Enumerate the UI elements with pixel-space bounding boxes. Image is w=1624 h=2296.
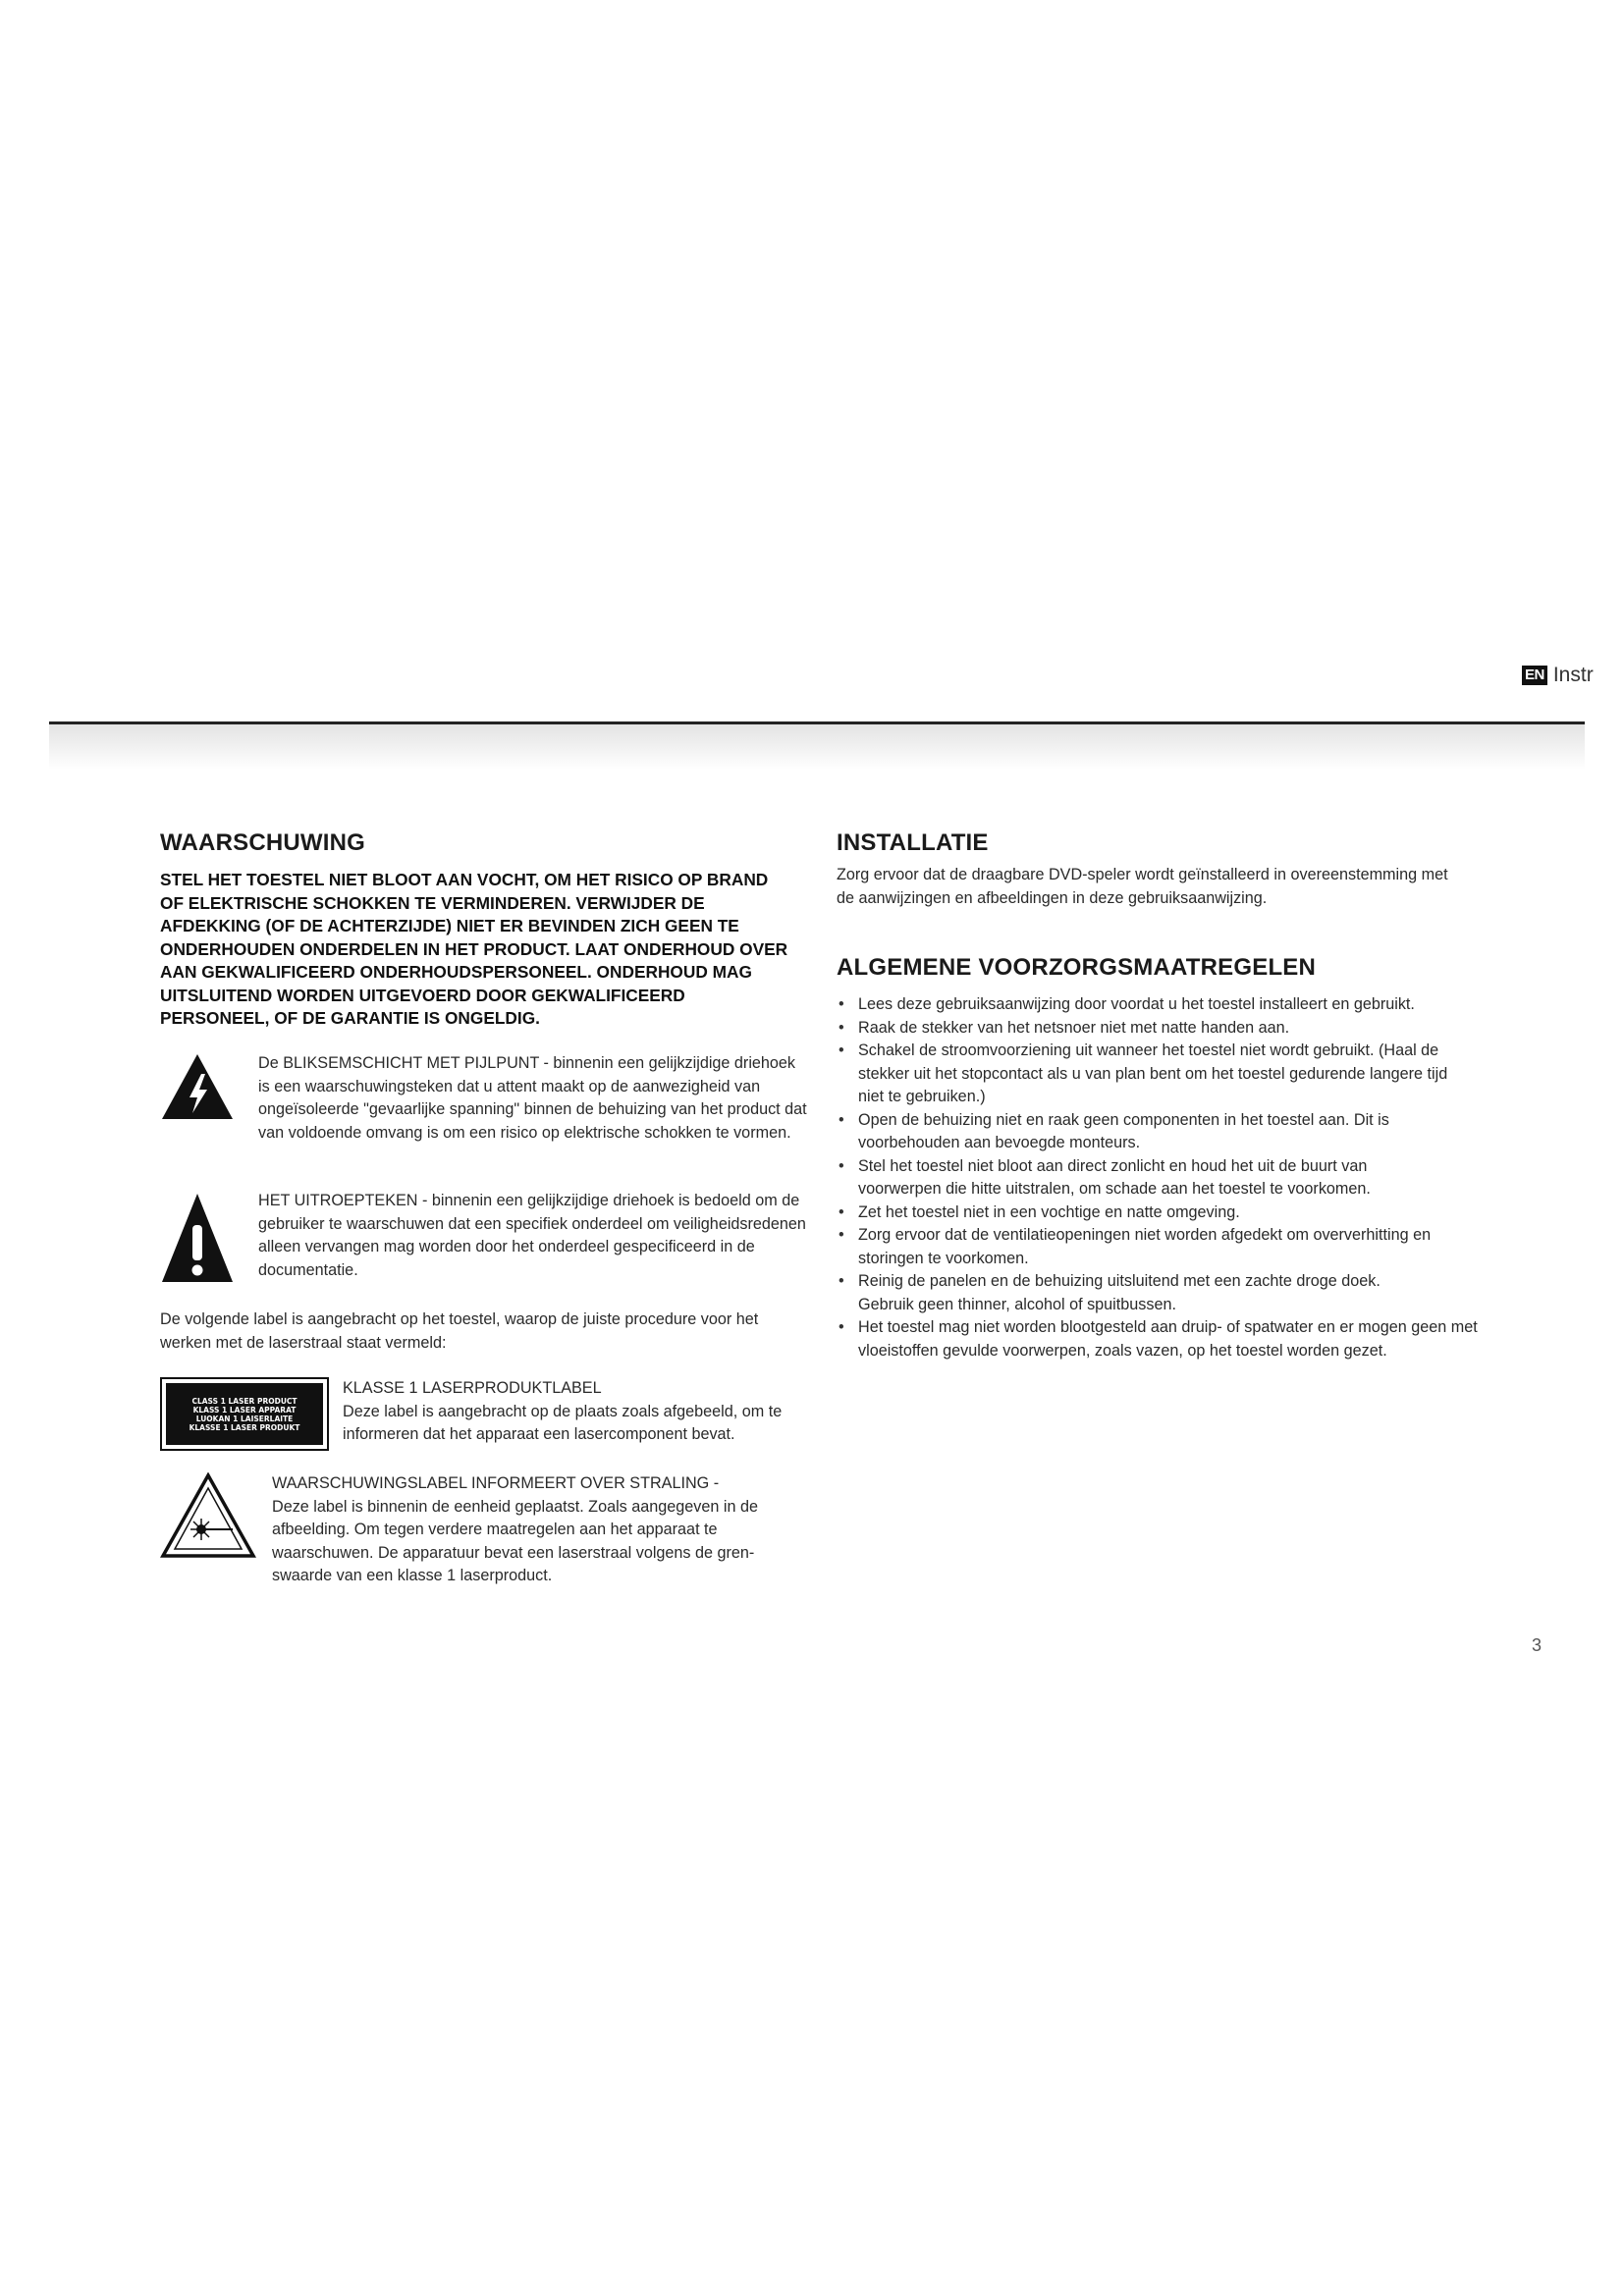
header-label: Instr xyxy=(1552,664,1594,686)
list-item: • Raak de stekker van het netsnoer niet met natte handen aan. xyxy=(837,1017,1494,1041)
list-item: • Open de behuizing niet en raak geen componenten in het toestel aan. Dit is voorbehouden aan bevoegde monteurs. xyxy=(837,1109,1494,1155)
radiation-description xyxy=(272,1472,808,1588)
lightning-warning-icon xyxy=(160,1052,235,1121)
list-item: • Schakel de stroomvoorziening uit wanneer het toestel niet wordt gebruikt. (Haal de stekker uit het stopcontact als u van plan bent om het toestel gedurende langere tijd niet te gebruiken.) xyxy=(837,1040,1494,1109)
warning-bold-text: STEL HET TOESTEL NIET BLOOT AAN VOCHT, OM HET RISICO OP BRAND OF ELEKTRISCHE SCHOKKEN TE VERMINDEREN. VERWIJDER DE AFDEKKING (OF DE ACHTERZIJDE) NIET ER BEVINDEN ZICH GEEN TE ONDERHOUDEN ONDERDELEN IN HET PRODUCT. LAAT ONDERHOUD OVER AAN GEKWALIFICEERD ONDERHOUDSPERSONEEL. ONDERHOUD MAG UITSLUITEND WORDEN UITGEVOERD DOOR GEKWALIFICEERD PERSONEEL, OF DE GARANTIE IS ONGELDIG. xyxy=(160,870,788,1028)
laser-label-text xyxy=(166,1383,323,1445)
class1-text: Deze label is aangebracht op de plaats zoals afgebeeld, om te informeren dat het apparaat een lasercomponent bevat. xyxy=(343,1402,783,1443)
laser-label-line: CLASS 1 LASER PRODUCT xyxy=(191,1396,298,1406)
class1-label-row xyxy=(160,1377,808,1451)
list-item: • Lees deze gebruiksaanwijzing door voordat u het toestel installeert en gebruikt. xyxy=(837,993,1494,1017)
radiation-label-row xyxy=(160,1472,808,1588)
lightning-description: De BLIKSEMSCHICHT MET PIJLPUNT - binnenin een gelijkzijdige driehoek is een waarschuwingsteken dat u attent maakt op de aanwezigheid van ongeïsoleerde "gevaarlijke spanning" binnen de behuizing van het product dat van voldoende omvang is om een risico op elektrische schokken te vormen. xyxy=(258,1054,807,1142)
radiation-text: Deze label is binnenin de eenheid geplaatst. Zoals aangegeven in de afbeelding. Om tegen verdere maatregelen aan het apparaat te waarschuwen. De apparatuur bevat een laserstraal volgens de gren-swaarde van een klasse 1 laserproduct. xyxy=(272,1497,758,1584)
class1-description xyxy=(343,1377,808,1447)
laser-radiation-icon xyxy=(160,1472,256,1559)
precautions-heading: ALGEMENE VOORZORGSMAATREGELEN xyxy=(837,954,1317,981)
page-header-tag xyxy=(1522,664,1594,687)
exclamation-warning-icon xyxy=(160,1190,235,1286)
laser-label-line: LUOKAN 1 LAISERLAITE xyxy=(195,1414,294,1423)
radiation-title: WAARSCHUWINGSLABEL INFORMEERT OVER STRALING - xyxy=(272,1474,720,1492)
laser-product-label-image xyxy=(160,1377,329,1451)
warning-heading: WAARSCHUWING xyxy=(160,829,366,856)
list-item: • Zorg ervoor dat de ventilatieopeningen niet worden afgedekt om oververhitting en storingen te voorkomen. xyxy=(837,1224,1494,1270)
list-item: • Het toestel mag niet worden blootgesteld aan druip- of spatwater en er mogen geen met vloeistoffen gevulde voorwerpen, zoals vazen, op het toestel worden gezet. xyxy=(837,1316,1494,1362)
language-badge: EN xyxy=(1522,666,1547,685)
page-number: 3 xyxy=(1532,1635,1543,1655)
installation-text: Zorg ervoor dat de draagbare DVD-speler wordt geïnstalleerd in overeenstemming met de aanwijzingen en afbeeldingen in deze gebruiksaanwijzing. xyxy=(837,866,1448,907)
exclamation-symbol-row xyxy=(160,1190,808,1286)
laser-intro-text: De volgende label is aangebracht op het toestel, waarop de juiste procedure voor het werken met de laserstraal staat vermeld: xyxy=(160,1310,759,1352)
class1-title: KLASSE 1 LASERPRODUKTLABEL xyxy=(343,1379,602,1397)
precautions-list xyxy=(837,993,1494,1362)
lightning-symbol-row xyxy=(160,1052,808,1145)
exclamation-description: HET UITROEPTEKEN - binnenin een gelijkzijdige driehoek is bedoeld om de gebruiker te waarschuwen dat een specifiek onderdeel om veiligheidsredenen alleen vervangen mag worden door het onderdeel gespecificeerd in de documentatie. xyxy=(258,1192,806,1279)
header-rule-shadow xyxy=(49,724,1585,770)
installation-heading: INSTALLATIE xyxy=(837,829,989,856)
laser-label-line: KLASSE 1 LASER PRODUKT xyxy=(189,1422,300,1432)
laser-label-line: KLASS 1 LASER APPARAT xyxy=(192,1405,297,1415)
list-item: • Zet het toestel niet in een vochtige en natte omgeving. xyxy=(837,1201,1494,1225)
list-item: • Stel het toestel niet bloot aan direct zonlicht en houd het uit de buurt van voorwerpen die hitte uitstralen, om schade aan het toestel te voorkomen. xyxy=(837,1155,1494,1201)
list-item: • Reinig de panelen en de behuizing uitsluitend met een zachte droge doek. Gebruik geen thinner, alcohol of spuitbussen. xyxy=(837,1270,1494,1316)
